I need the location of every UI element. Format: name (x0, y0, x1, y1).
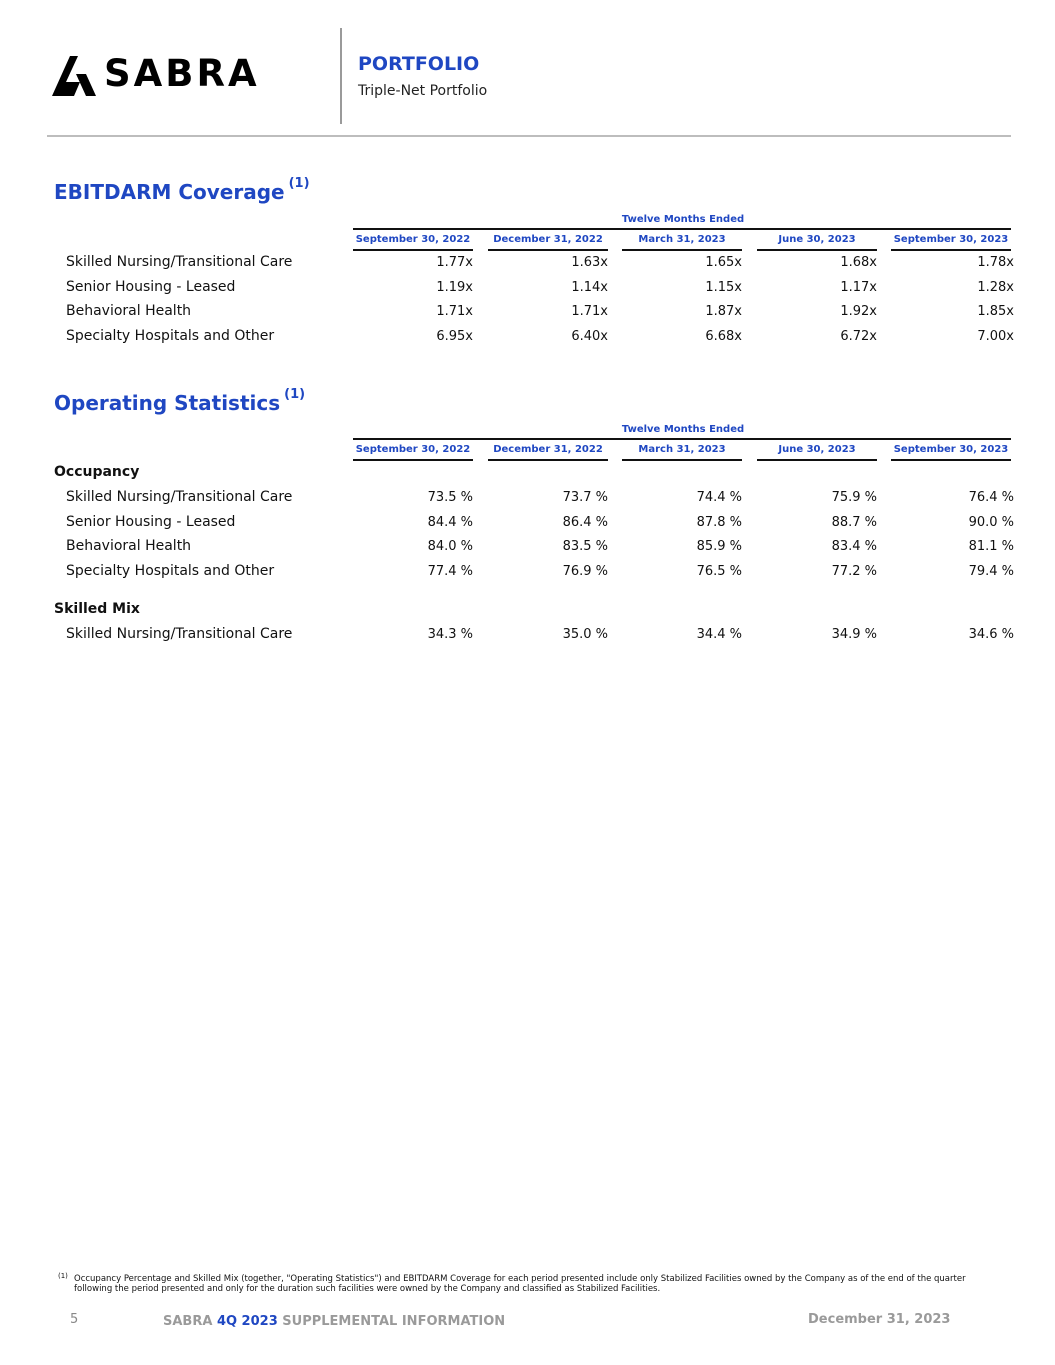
table-cell: 1.28x (977, 279, 1014, 295)
table-cell: 76.9 % (562, 563, 608, 579)
column-header-rule (891, 459, 1011, 461)
table-cell: 1.71x (436, 304, 473, 320)
column-header-rule (353, 249, 473, 251)
row-label: Skilled Nursing/Transitional Care (66, 489, 293, 505)
ebitdarm-title: EBITDARM Coverage (54, 180, 285, 204)
page-number: 5 (70, 1312, 79, 1327)
ebitdarm-heading (54, 176, 310, 204)
column-header-rule (488, 459, 608, 461)
footnote-mark: (1) (58, 1272, 68, 1280)
table-cell: 73.7 % (562, 490, 608, 505)
row-label: Specialty Hospitals and Other (66, 562, 275, 579)
table-cell: 34.4 % (696, 627, 742, 642)
header-divider (340, 28, 342, 124)
table-cell: 1.19x (436, 279, 473, 295)
column-header-rule (353, 459, 473, 461)
period-label: Twelve Months Ended (621, 424, 745, 435)
table-cell: 77.2 % (831, 563, 877, 579)
table-cell: 1.85x (977, 304, 1014, 320)
column-header: June 30, 2023 (778, 444, 856, 455)
table-cell: 84.0 % (427, 539, 473, 555)
table-cell: 85.9 % (696, 539, 742, 555)
column-header: June 30, 2023 (778, 234, 856, 245)
column-header: September 30, 2023 (893, 444, 1009, 455)
table-cell: 1.68x (840, 255, 877, 270)
row-label: Senior Housing - Leased (66, 513, 236, 530)
row-label: Behavioral Health (66, 303, 192, 320)
column-header: September 30, 2023 (893, 234, 1009, 245)
footer-brand: SABRA (163, 1314, 213, 1329)
table-cell: 34.3 % (427, 627, 473, 642)
column-header: December 31, 2022 (493, 234, 603, 245)
footer-period: 4Q 2023 (216, 1314, 278, 1329)
table-cell: 1.65x (705, 255, 742, 270)
table-cell: 6.40x (571, 329, 608, 345)
table-cell: 6.68x (705, 329, 742, 345)
table-cell: 1.71x (571, 304, 608, 320)
ebitdarm-note: (1) (288, 176, 310, 192)
table-cell: 76.4 % (968, 490, 1014, 505)
group-label-occupancy: Occupancy (54, 464, 140, 480)
table-cell: 79.4 % (968, 563, 1014, 579)
period-label: Twelve Months Ended (621, 214, 745, 225)
footer-title (163, 1314, 505, 1329)
table-cell: 1.92x (840, 304, 877, 320)
table-cell: 1.77x (436, 255, 473, 270)
header-rule (47, 135, 1011, 137)
sabra-logo-mark-icon (52, 52, 98, 98)
column-header-rule (757, 249, 877, 251)
table-cell: 6.95x (436, 329, 473, 345)
period-rule (353, 438, 1011, 440)
table-cell: 81.1 % (968, 539, 1014, 555)
row-label: Skilled Nursing/Transitional Care (66, 254, 293, 270)
section-subtitle: Triple-Net Portfolio (358, 83, 488, 99)
table-cell: 83.5 % (562, 539, 608, 555)
column-header-rule (757, 459, 877, 461)
table-cell: 76.5 % (696, 563, 742, 579)
table-cell: 90.0 % (968, 514, 1014, 530)
footer-doc: SUPPLEMENTAL INFORMATION (282, 1314, 506, 1329)
row-label: Specialty Hospitals and Other (66, 328, 275, 345)
section-title: PORTFOLIO (358, 53, 480, 75)
table-cell: 75.9 % (831, 490, 877, 505)
table-cell: 6.72x (840, 329, 877, 345)
table-cell: 7.00x (977, 329, 1014, 345)
column-header-rule (622, 459, 742, 461)
table-cell: 1.63x (571, 255, 608, 270)
table-cell: 34.6 % (968, 627, 1014, 642)
operating-heading (54, 387, 306, 415)
operating-note: (1) (284, 387, 306, 403)
row-label: Behavioral Health (66, 538, 192, 555)
table-cell: 1.87x (705, 304, 742, 320)
table-cell: 1.17x (840, 279, 877, 295)
table-cell: 35.0 % (562, 627, 608, 642)
column-header: December 31, 2022 (493, 444, 603, 455)
column-header: September 30, 2022 (355, 234, 471, 245)
period-rule (353, 228, 1011, 230)
table-cell: 87.8 % (696, 514, 742, 530)
table-cell: 34.9 % (831, 627, 877, 642)
footnote-text: Occupancy Percentage and Skilled Mix (together, "Operating Statistics") and EBITDARM Coverage for each period presented include only Stabilized Facilities owned by the Company as of the end of the quarter following the period presented and only for the duration such facilities were owned by the Company and classified as Stabilized Facilities. (74, 1274, 966, 1294)
sabra-logo-text: SABRA (104, 52, 260, 95)
column-header: March 31, 2023 (638, 444, 726, 455)
row-label: Skilled Nursing/Transitional Care (66, 626, 293, 642)
table-cell: 1.15x (705, 279, 742, 295)
table-cell: 83.4 % (831, 539, 877, 555)
table-cell: 74.4 % (696, 490, 742, 505)
operating-title: Operating Statistics (54, 391, 281, 415)
table-cell: 1.78x (977, 255, 1014, 270)
column-header: September 30, 2022 (355, 444, 471, 455)
row-label: Senior Housing - Leased (66, 278, 236, 295)
table-cell: 84.4 % (427, 514, 473, 530)
group-label-skilled-mix: Skilled Mix (54, 601, 140, 617)
footer-date: December 31, 2023 (808, 1312, 951, 1327)
table-cell: 77.4 % (427, 563, 473, 579)
column-header: March 31, 2023 (638, 234, 726, 245)
table-cell: 86.4 % (562, 514, 608, 530)
table-cell: 1.14x (571, 279, 608, 295)
table-cell: 73.5 % (427, 490, 473, 505)
table-cell: 88.7 % (831, 514, 877, 530)
column-header-rule (891, 249, 1011, 251)
column-header-rule (488, 249, 608, 251)
column-header-rule (622, 249, 742, 251)
